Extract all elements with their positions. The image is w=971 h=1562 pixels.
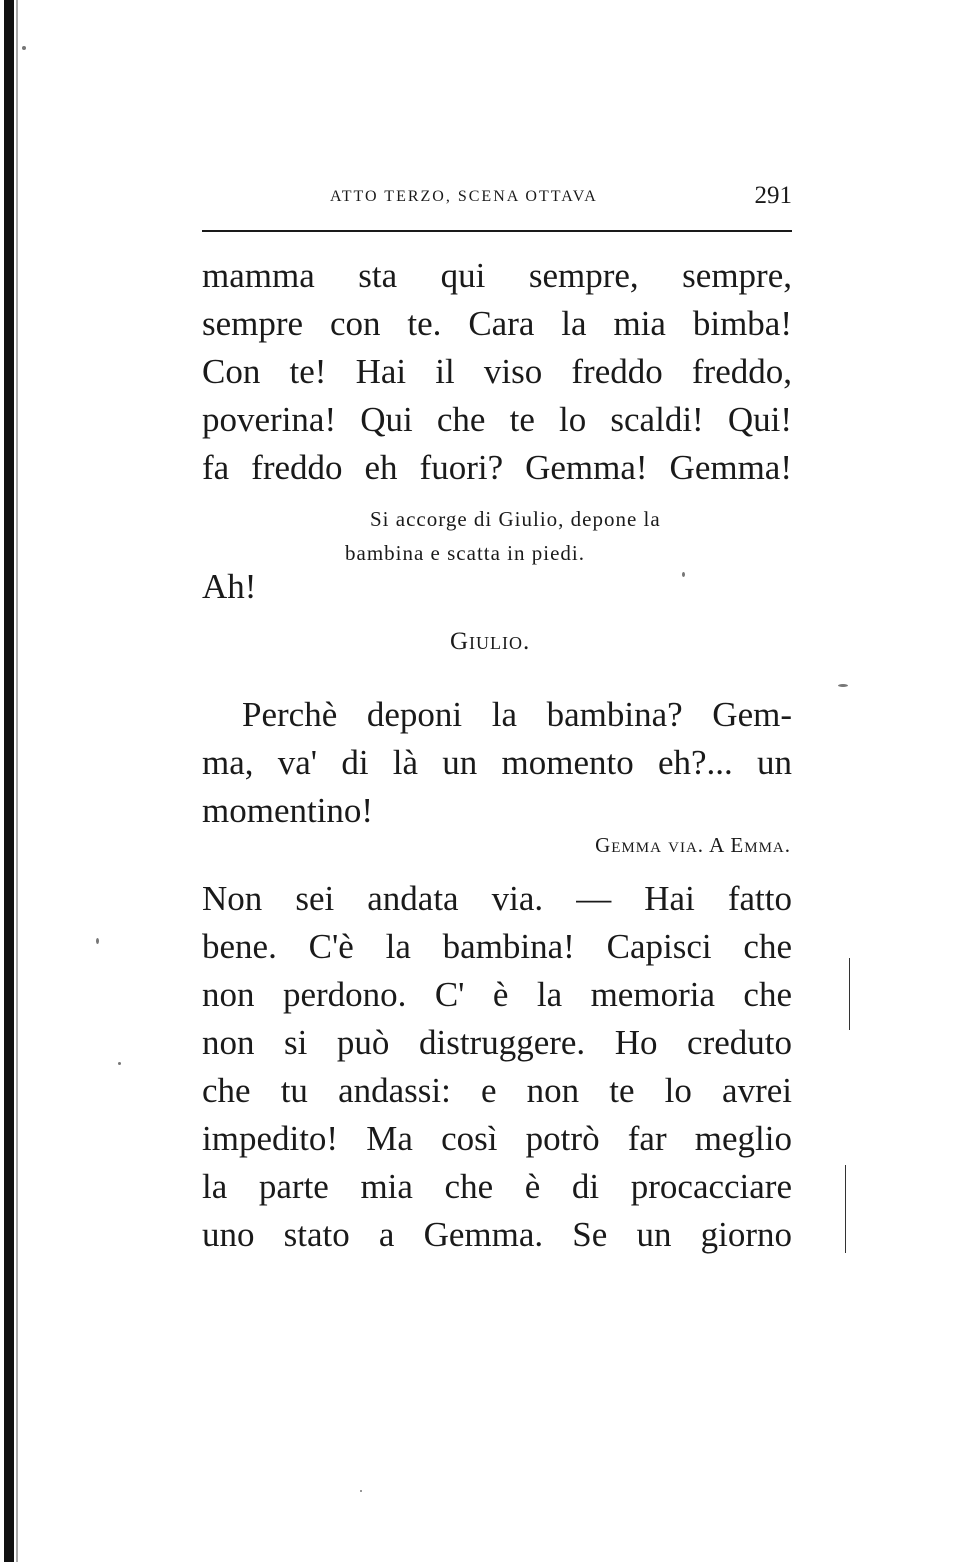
text-line: Non sei andata via. — Hai fatto: [202, 879, 792, 918]
stage-direction: Si accorge di Giulio, depone la: [370, 507, 661, 531]
text-line: fa freddo eh fuori? Gemma! Gemma!: [202, 448, 792, 487]
text-line: ma, va' di là un momento eh?... un: [202, 743, 792, 782]
running-title: ATTO TERZO, SCENA OTTAVA: [330, 188, 598, 205]
text-line: non perdono. C' è la memoria che: [202, 975, 792, 1014]
stage-direction: bambina e scatta in piedi.: [345, 541, 586, 565]
speaker-name: Giulio.: [450, 628, 531, 655]
scan-speck: [360, 1490, 362, 1492]
page-number: 291: [754, 182, 792, 209]
exclamation: Ah!: [202, 567, 257, 606]
stage-direction: Gemma via. A Emma.: [595, 833, 791, 857]
scan-speck: [838, 684, 848, 687]
header-rule: [202, 230, 792, 232]
text-line: bene. C'è la bambina! Capisci che: [202, 927, 792, 966]
text-line: impedito! Ma così potrò far meglio: [202, 1119, 792, 1158]
text-line: mamma sta qui sempre, sempre,: [202, 256, 792, 295]
page-binding-edge: [4, 0, 14, 1562]
scan-speck: [96, 938, 99, 944]
text-line: che tu andassi: e non te lo avrei: [202, 1071, 792, 1110]
text-line: Perchè deponi la bambina? Gem-: [242, 695, 792, 734]
scan-speck: [118, 1062, 121, 1065]
text-line: Con te! Hai il viso freddo freddo,: [202, 352, 792, 391]
margin-mark: [849, 958, 850, 1030]
text-line: poverina! Qui che te lo scaldi! Qui!: [202, 400, 792, 439]
page-header: [202, 180, 792, 220]
text-line: momentino!: [202, 791, 374, 830]
scan-speck: [22, 46, 26, 50]
text-line: sempre con te. Cara la mia bimba!: [202, 304, 792, 343]
text-line: la parte mia che è di procacciare: [202, 1167, 792, 1206]
text-line: non si può distruggere. Ho creduto: [202, 1023, 792, 1062]
text-line: uno stato a Gemma. Se un giorno: [202, 1215, 792, 1254]
margin-mark: [845, 1165, 846, 1253]
